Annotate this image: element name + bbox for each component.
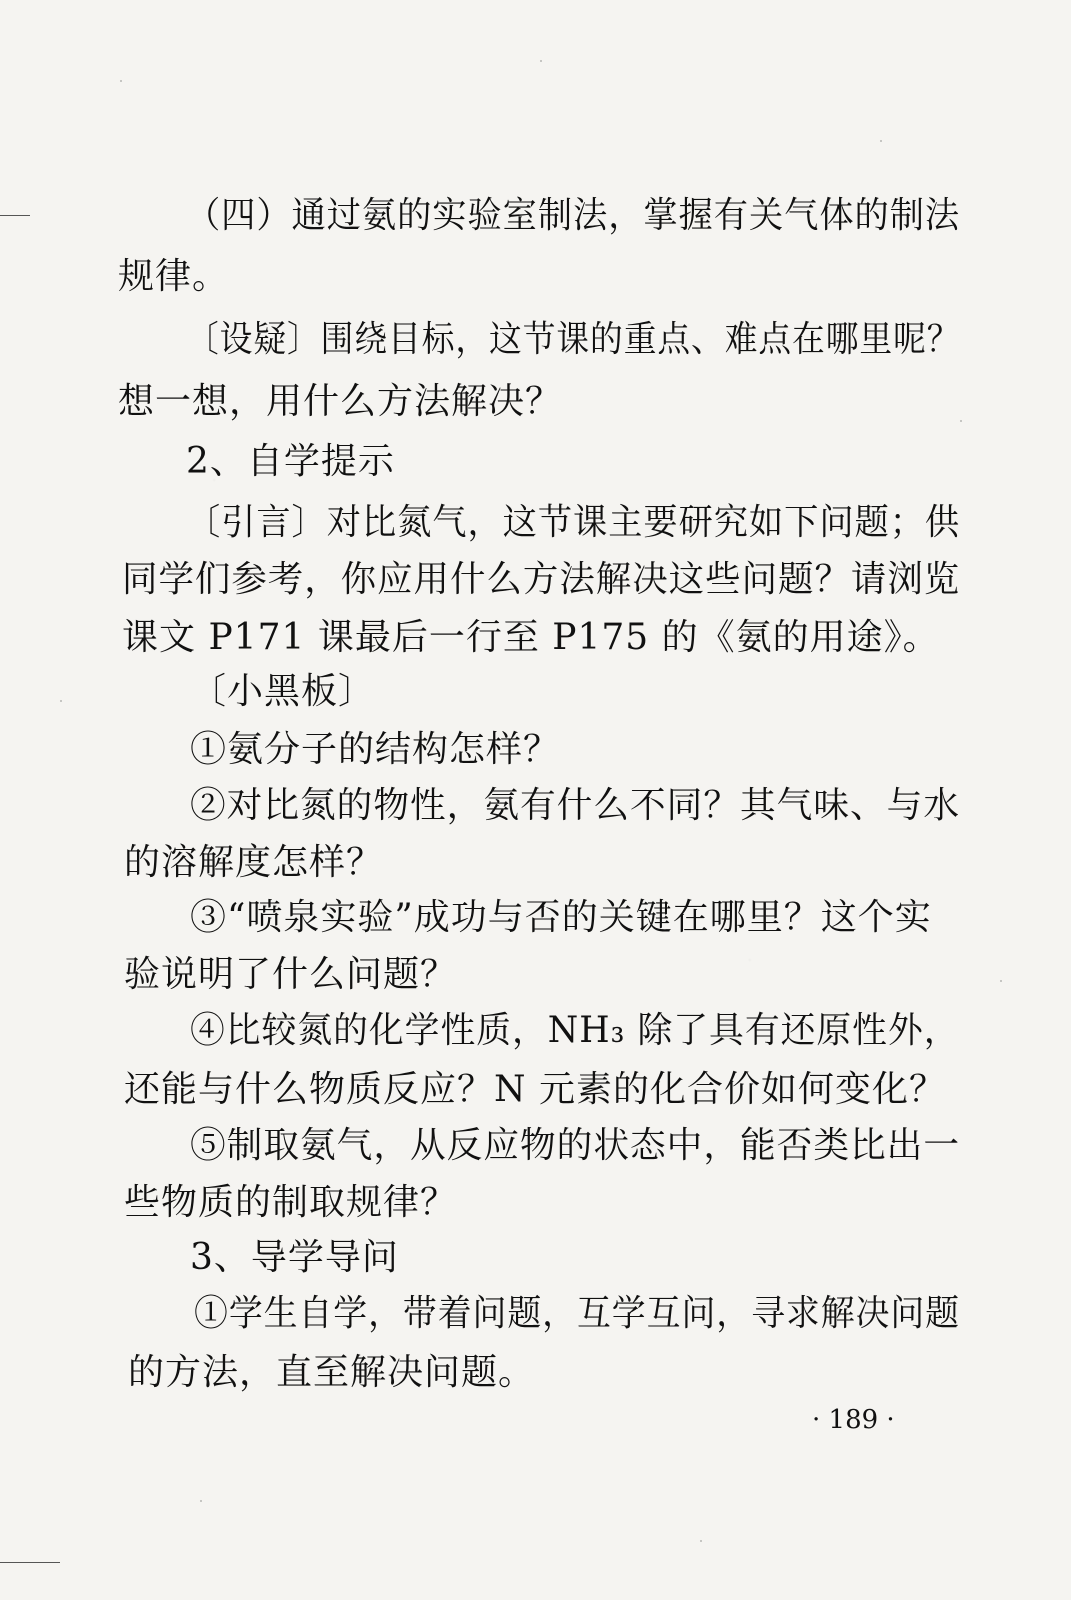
scan-speck bbox=[200, 1500, 202, 1502]
section-heading: 3、导学导问 bbox=[190, 1237, 399, 1278]
scan-speck bbox=[60, 700, 62, 702]
text-line: （四）通过氨的实验室制法，掌握有关气体的制法 bbox=[186, 195, 961, 236]
text-line: 的溶解度怎样？ bbox=[124, 842, 384, 883]
text-line: 规律。 bbox=[118, 256, 230, 297]
question-item: ③“喷泉实验”成功与否的关键在哪里？这个实 bbox=[190, 897, 932, 938]
scan-speck bbox=[880, 140, 882, 142]
scan-edge-mark bbox=[0, 1562, 60, 1563]
text-line: 〔引言〕对比氮气，这节课主要研究如下问题；供 bbox=[186, 502, 961, 543]
text-line: 同学们参考，你应用什么方法解决这些问题？请浏览 bbox=[122, 559, 961, 600]
scan-edge-mark bbox=[0, 215, 30, 216]
text-line: 想一想，用什么方法解决？ bbox=[118, 381, 563, 422]
text-line: 〔设疑〕围绕目标，这节课的重点、难点在哪里呢？ bbox=[186, 319, 961, 360]
question-item: ④比较氮的化学性质，NH₃ 除了具有还原性外， bbox=[190, 1010, 960, 1051]
text-line: 还能与什么物质反应？N 元素的化合价如何变化？ bbox=[124, 1069, 946, 1110]
scan-speck bbox=[540, 60, 542, 62]
text-line: 课文 P171 课最后一行至 P175 的《氨的用途》。 bbox=[122, 617, 940, 658]
text-line: 的方法，直至解决问题。 bbox=[128, 1352, 536, 1393]
question-item: ②对比氮的物性，氨有什么不同？其气味、与水 bbox=[190, 785, 961, 826]
scan-speck bbox=[1000, 980, 1002, 982]
question-item: ①氨分子的结构怎样？ bbox=[190, 729, 561, 770]
page-number: · 189 · bbox=[812, 1405, 895, 1435]
text-line: ①学生自学，带着问题，互学互问，寻求解决问题 bbox=[194, 1293, 960, 1334]
scan-speck bbox=[700, 1540, 702, 1542]
text-line: 验说明了什么问题？ bbox=[124, 954, 458, 995]
question-item: ⑤制取氨气，从反应物的状态中，能否类比出一 bbox=[190, 1125, 961, 1166]
scan-speck bbox=[120, 80, 122, 82]
text-line: 〔小黑板〕 bbox=[190, 671, 376, 712]
section-heading: 2、自学提示 bbox=[186, 441, 395, 482]
text-line: 些物质的制取规律？ bbox=[124, 1182, 458, 1223]
scan-speck bbox=[960, 420, 962, 422]
